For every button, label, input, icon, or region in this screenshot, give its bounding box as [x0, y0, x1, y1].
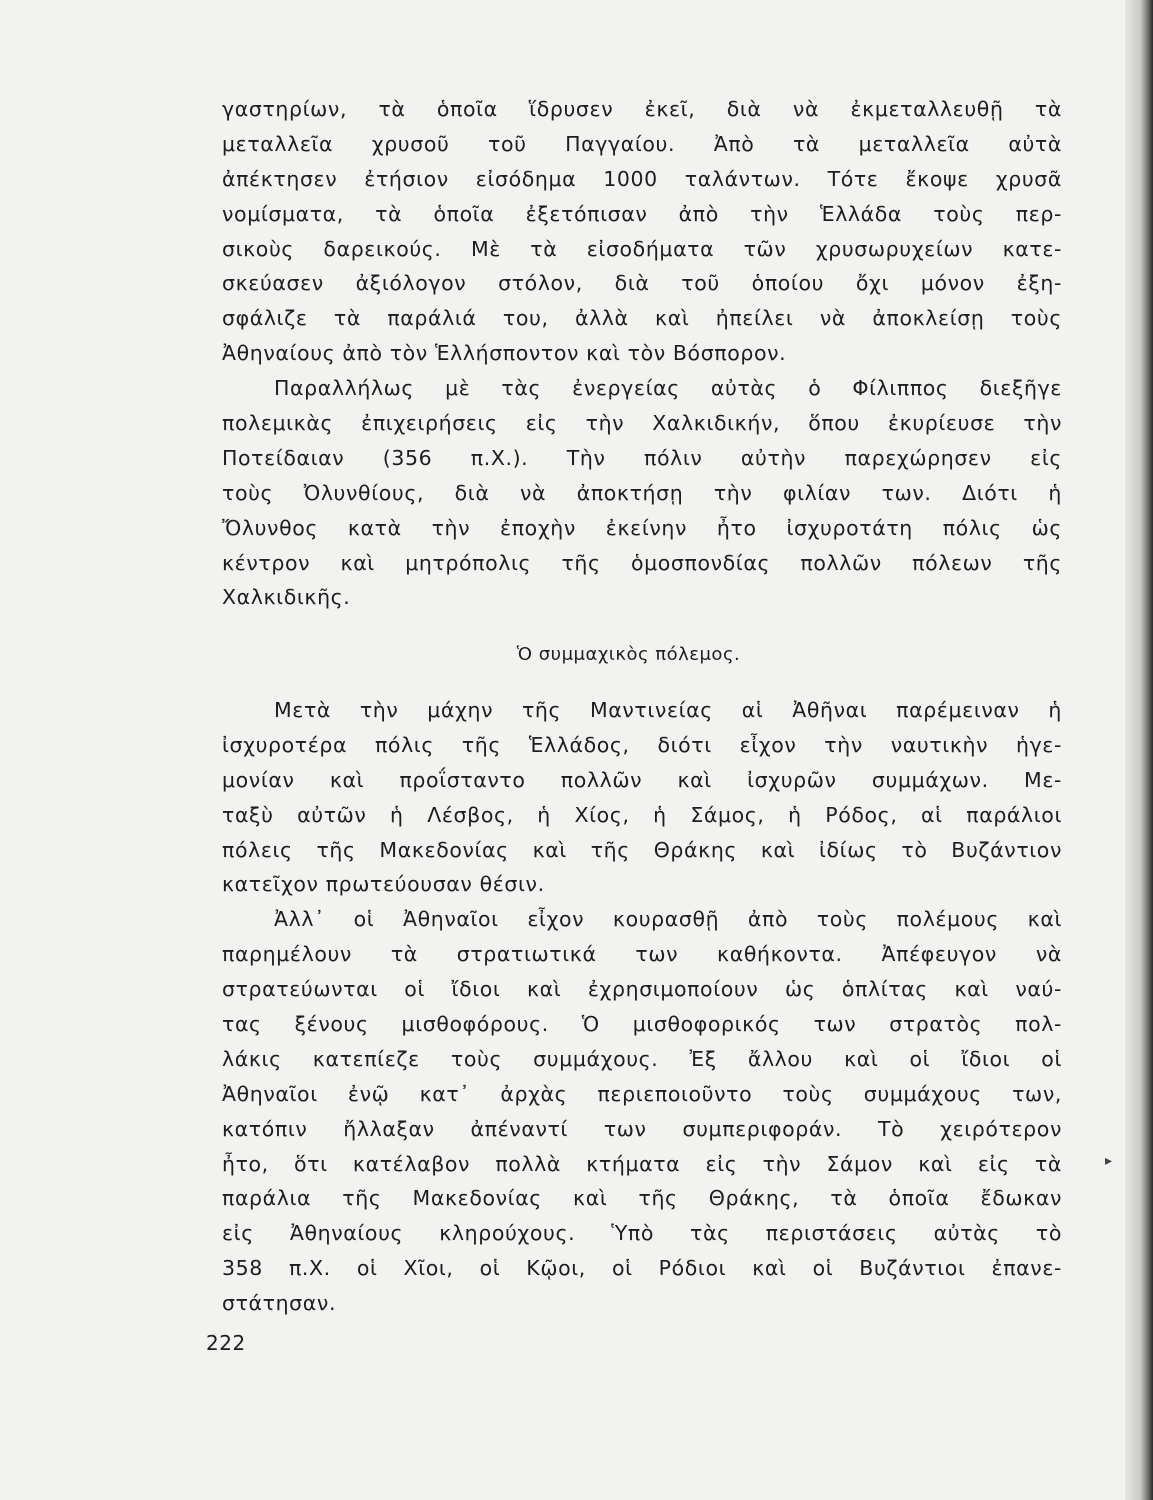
text-block-top — [222, 92, 1062, 615]
text-line: ἦτο, ὅτι κατέλαβον πολλὰ κτήματα εἰς τὴν Σάμον καὶ εἰς τὰ — [222, 1151, 1062, 1176]
text-line: λάκις κατεπίεζε τοὺς συμμάχους. Ἐξ ἄλλου καὶ οἱ ἴδιοι οἱ — [222, 1046, 1062, 1071]
text-line: Μετὰ τὴν μάχην τῆς Μαντινείας αἱ Ἀθῆναι παρέμειναν ἡ — [274, 698, 1062, 722]
text-line: κατεῖχον πρωτεύουσαν θέσιν. — [222, 872, 545, 897]
page-number: 222 — [206, 1331, 246, 1355]
text-line: νομίσματα, τὰ ὁποῖα ἐξετόπισαν ἀπὸ τὴν Ἑλλάδα τοὺς περ- — [222, 201, 1062, 226]
text-line: Χαλκιδικῆς. — [222, 585, 351, 610]
text-line: παράλια τῆς Μακεδονίας καὶ τῆς Θράκης, τὰ ὁποῖα ἔδωκαν — [222, 1186, 1062, 1211]
text-line: σφάλιζε τὰ παράλιά του, ἀλλὰ καὶ ἠπείλει νὰ ἀποκλείσῃ τοὺς — [222, 306, 1062, 331]
text-line: σικοὺς δαρεικούς. Μὲ τὰ εἰσοδήματα τῶν χρυσωρυχείων κατε- — [222, 236, 1062, 261]
text-line: Ἀλλ᾽ οἱ Ἀθηναῖοι εἶχον κουρασθῇ ἀπὸ τοὺς πολέμους καὶ — [274, 907, 1062, 932]
text-line: ἀπέκτησεν ἐτήσιον εἰσόδημα 1000 ταλάντων. Τότε ἔκοψε χρυσᾶ — [222, 166, 1062, 191]
section-heading — [0, 640, 1153, 670]
text-line: Ποτείδαιαν (356 π.Χ.). Τὴν πόλιν αὐτὴν παρεχώρησεν εἰς — [222, 445, 1062, 470]
text-line: στάτησαν. — [222, 1291, 337, 1316]
section-heading-text: Ὁ συμμαχικὸς πόλεμος. — [516, 644, 741, 665]
text-line: πολεμικὰς ἐπιχειρήσεις εἰς τὴν Χαλκιδικήν, ὅπου ἐκυρίευσε τὴν — [222, 411, 1062, 436]
text-line: Ἀθηναῖοι ἐνῷ κατ᾽ ἀρχὰς περιεποιοῦντο τοὺς συμμάχους των, — [222, 1081, 1062, 1106]
text-line: τοὺς Ὀλυνθίους, διὰ νὰ ἀποκτήσῃ τὴν φιλίαν των. Διότι ἡ — [222, 480, 1062, 505]
text-line: Ἀθηναίους ἀπὸ τὸν Ἑλλήσποντον καὶ τὸν Βόσπορον. — [222, 341, 787, 366]
page-binding-edge — [1125, 0, 1153, 1500]
text-line: κατόπιν ἤλλαξαν ἀπέναντί των συμπεριφοράν. Τὸ χειρότερον — [222, 1116, 1062, 1141]
text-line: παρημέλουν τὰ στρατιωτικά των καθήκοντα. Ἀπέφευγον νὰ — [222, 942, 1062, 967]
paragraph-2 — [222, 371, 1062, 615]
text-line: ἰσχυροτέρα πόλις τῆς Ἑλλάδος, διότι εἶχον τὴν ναυτικὴν ἡγε- — [222, 732, 1062, 757]
margin-mark: ▸ — [1105, 1153, 1113, 1169]
paragraph-4 — [222, 902, 1062, 1321]
text-line: εἰς Ἀθηναίους κληρούχους. Ὑπὸ τὰς περιστάσεις αὐτὰς τὸ — [222, 1221, 1062, 1246]
text-line: Ὄλυνθος κατὰ τὴν ἐποχὴν ἐκείνην ἦτο ἰσχυροτάτη πόλις ὡς — [222, 515, 1062, 540]
paragraph-3 — [222, 693, 1062, 902]
text-line: μεταλλεῖα χρυσοῦ τοῦ Παγγαίου. Ἀπὸ τὰ μεταλλεῖα αὐτὰ — [222, 131, 1062, 156]
text-line: ταξὺ αὐτῶν ἡ Λέσβος, ἡ Χίος, ἡ Σάμος, ἡ Ρόδος, αἱ παράλιοι — [222, 802, 1062, 827]
text-line: 358 π.Χ. οἱ Χῖοι, οἱ Κῷοι, οἱ Ρόδιοι καὶ οἱ Βυζάντιοι ἐπανε- — [222, 1256, 1062, 1281]
text-line: Παραλλήλως μὲ τὰς ἐνεργείας αὐτὰς ὁ Φίλιππος διεξῆγε — [274, 376, 1062, 401]
text-block-bottom — [222, 693, 1062, 1321]
text-line: μονίαν καὶ προΐσταντο πολλῶν καὶ ἰσχυρῶν συμμάχων. Με- — [222, 767, 1062, 792]
text-line: γαστηρίων, τὰ ὁποῖα ἵδρυσεν ἐκεῖ, διὰ νὰ ἐκμεταλλευθῇ τὰ — [222, 97, 1062, 121]
text-line: τας ξένους μισθοφόρους. Ὁ μισθοφορικός των στρατὸς πολ- — [222, 1012, 1062, 1037]
paragraph-1 — [222, 92, 1062, 371]
text-line: πόλεις τῆς Μακεδονίας καὶ τῆς Θράκης καὶ ἰδίως τὸ Βυζάντιον — [222, 837, 1062, 862]
text-line: στρατεύωνται οἱ ἴδιοι καὶ ἐχρησιμοποίουν ὡς ὁπλίτας καὶ ναύ- — [222, 977, 1062, 1002]
text-line: σκεύασεν ἀξιόλογον στόλον, διὰ τοῦ ὁποίου ὄχι μόνον ἐξη- — [222, 271, 1062, 296]
text-line: κέντρον καὶ μητρόπολις τῆς ὁμοσπονδίας πολλῶν πόλεων τῆς — [222, 550, 1062, 575]
